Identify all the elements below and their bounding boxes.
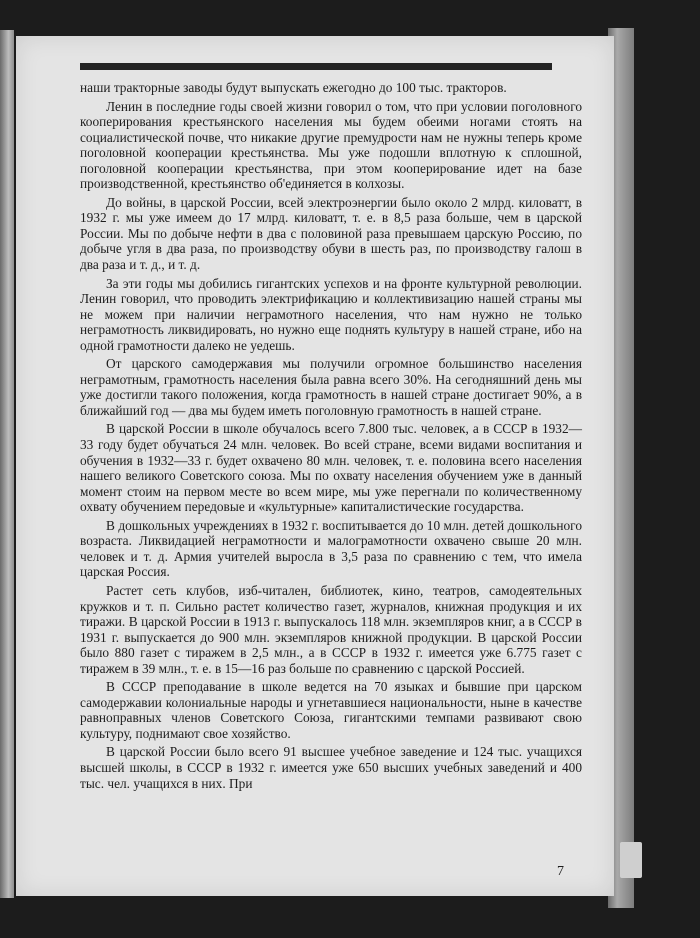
page-text: [80, 80, 582, 794]
paragraph-9: В СССР преподавание в школе ведется на 70 языках и бывшие при царском самодержавии колониальные народы и угнетавшиеся национальности, ныне в качестве равноправных членов Советского Союза, гигантскими темпами развивают свою культуру, поднимают свое хозяйство.: [80, 679, 582, 741]
book-page: [16, 36, 614, 896]
paragraph-7: В дошкольных учреждениях в 1932 г. воспитывается до 10 млн. детей дошкольного возраста. Ликвидацией неграмотности и малограмотности охвачено свыше 20 млн. человек и т. д. Армия учителей выросла в 3,5 раза по сравнению с тем, что имела царская Россия.: [80, 517, 582, 580]
paragraph-3: До войны, в царской России, всей электроэнергии было около 2 млрд. киловатт, в 1932 г. мы уже имеем до 17 млрд. киловатт, т. е. в 8,5 раза больше, чем в царской России. Мы по добыче нефти в два с половиной раза превышаем царскую Россию, по добыче угля в два раза, по производству обуви в шесть раз, по производству галош в два раза и т. д., и т. д.: [80, 194, 582, 273]
paragraph-6: В царской России в школе обучалось всего 7.800 тыс. человек, а в СССР в 1932—33 году будет обучаться 24 млн. человек. Во всей стране, всеми видами воспитания и обучения в 1932—33 г. будет охвачено 80 млн. человек, т. е. половина всего населения нашего великого Советского союза. Мы по охвату населения обучением уже в данный момент стоим на первом месте во всем мире, мы уже перегнали по количественному охвату обучением передовые и «культурные» капиталистические государства.: [80, 421, 582, 515]
paragraph-2: Ленин в последние годы своей жизни говорил о том, что при условии поголовного кооперирования крестьянского населения мы будем обеими ногами стоять на социалистической почве, что никакие другие премудрости нам не нужны теперь кроме поголовной кооперации крестьянства. Мы уже подошли вплотную к сплошной, поголовной кооперации крестьянства, при этом кооперирование идет на базе производственной, крестьянство об'единяется в колхозы.: [80, 98, 582, 192]
page-number: 7: [557, 864, 564, 879]
paragraph-1: наши тракторные заводы будут выпускать ежегодно до 100 тыс. тракторов.: [80, 80, 507, 95]
left-page-edge: [0, 30, 14, 898]
paragraph-4: За эти годы мы добились гигантских успехов и на фронте культурной революции. Ленин говорил, что проводить электрификацию и коллективизацию нашей страны мы не можем при наличии неграмотного населения, что нам нужно не только неграмотность ликвидировать, но нужно еще поднять культуру в нашей стране, ибо на одной грамотности далеко не уедешь.: [80, 275, 582, 353]
paragraph-8: Растет сеть клубов, изб-читален, библиотек, кино, театров, самодеятельных кружков и т. п. Сильно растет количество газет, журналов, книжная продукция и их тиражи. В царской России в 1913 г. выпускалось 118 млн. экземпляров книг, а в СССР в 1931 г. выпускается до 900 млн. экземпляров книжной продукции. В царской России было 880 газет с тиражем в 2,5 млн., а в СССР в 1932 г. имеется уже 6.775 газет с тиражем в 39 млн., т. е. в 15—16 раз больше по сравнению с царской Россией.: [80, 582, 582, 676]
paragraph-5: От царского самодержавия мы получили огромное большинство населения неграмотным, грамотность населения была равна всего 30%. На сегодняшний день мы уже достигли такого положения, когда грамотность в нашей стране достигает 90%, а в ближайший год — два мы будем иметь поголовную грамотность в нашей стране.: [80, 356, 582, 418]
paragraph-10: В царской России было всего 91 высшее учебное заведение и 124 тыс. учащихся высшей школы, в СССР в 1932 г. имеется уже 650 высших учебных заведений и 400 тыс. чел. учащихся в них. При: [80, 744, 582, 791]
paper-tab: [620, 842, 642, 878]
header-rule: [80, 63, 552, 70]
